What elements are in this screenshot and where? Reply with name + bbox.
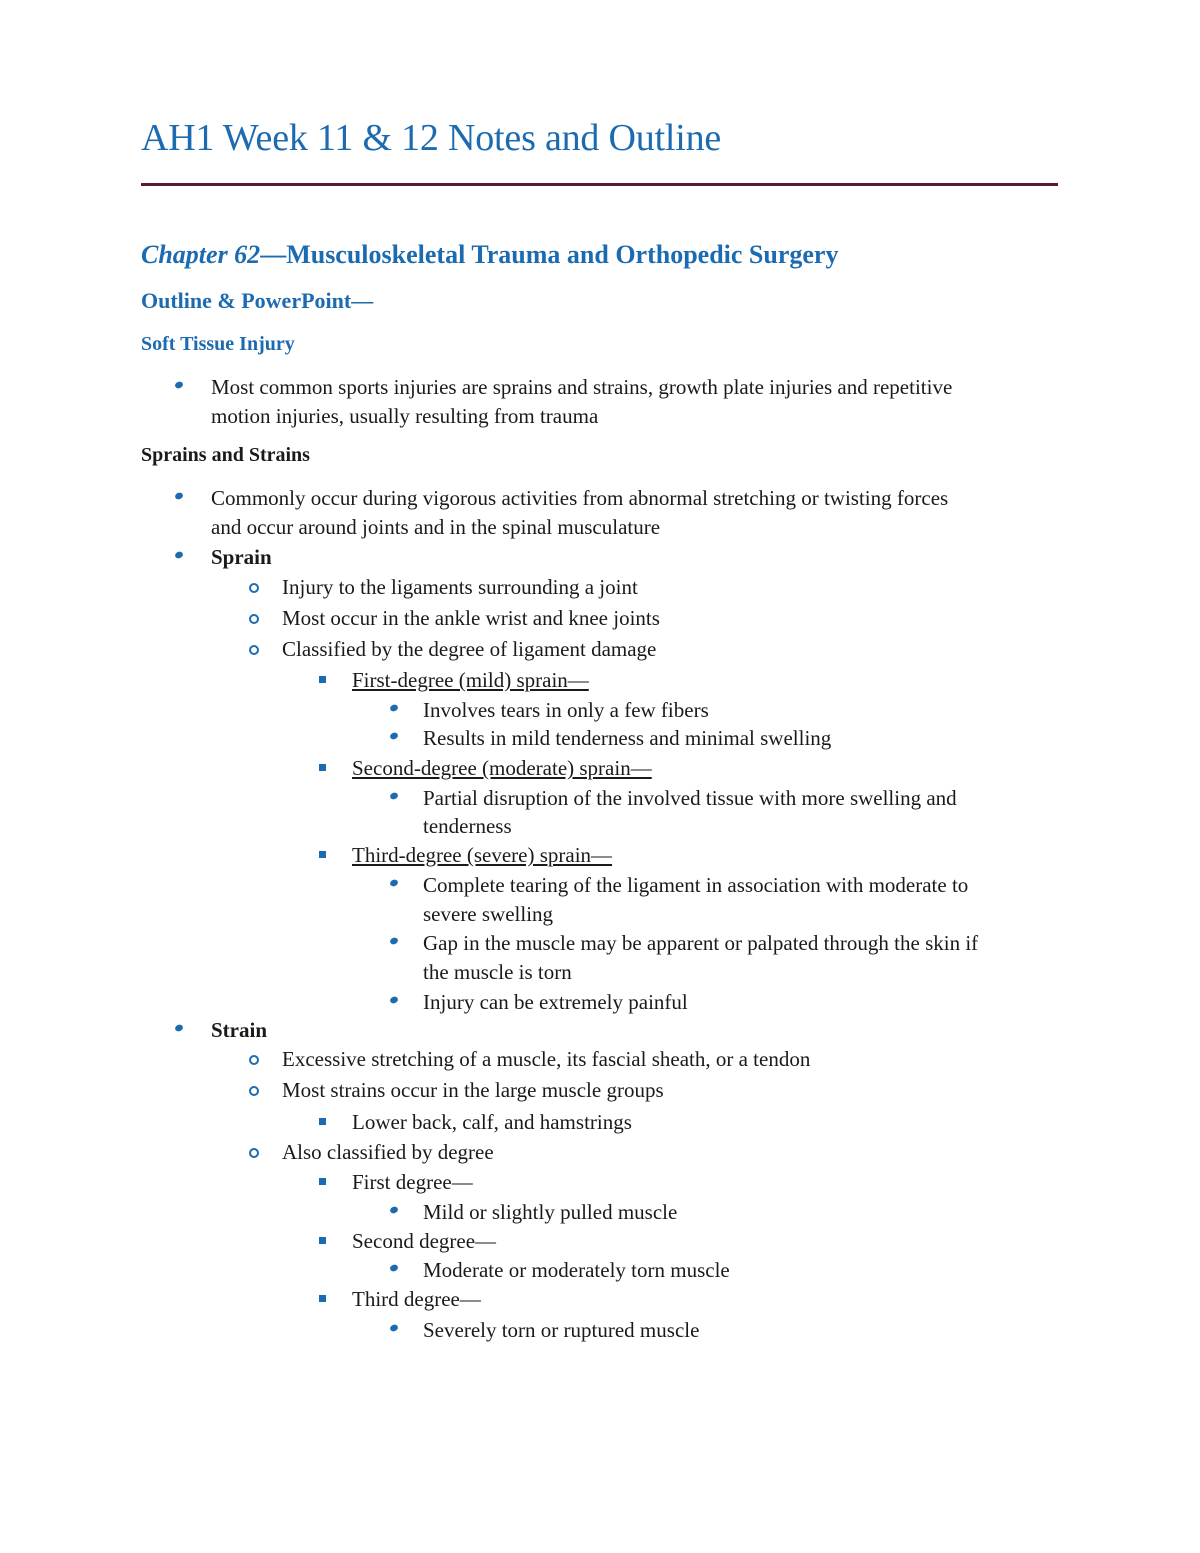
soft-tissue-heading: Soft Tissue Injury bbox=[141, 333, 295, 355]
bullet-dot-icon bbox=[389, 704, 399, 713]
bullet-dot-icon bbox=[389, 937, 399, 946]
sprain-label: Sprain bbox=[211, 545, 272, 569]
second-degree-sprain-label: Second-degree (moderate) sprain— bbox=[352, 756, 652, 780]
list-item-continuation: severe swelling bbox=[423, 902, 554, 926]
list-item: Involves tears in only a few fibers bbox=[423, 698, 709, 722]
bullet-square-icon bbox=[319, 851, 326, 858]
page-title: AH1 Week 11 & 12 Notes and Outline bbox=[141, 117, 722, 159]
bullet-ring-icon bbox=[249, 1055, 259, 1065]
list-item: Gap in the muscle may be apparent or palpated through the skin if bbox=[423, 931, 979, 955]
list-item: Most strains occur in the large muscle groups bbox=[282, 1078, 664, 1102]
bullet-dot-icon bbox=[389, 1206, 399, 1215]
bullet-ring-icon bbox=[249, 614, 259, 624]
bullet-square-icon bbox=[319, 676, 326, 683]
list-item: Moderate or moderately torn muscle bbox=[423, 1258, 730, 1282]
list-item: Lower back, calf, and hamstrings bbox=[352, 1110, 632, 1134]
bullet-ring-icon bbox=[249, 1086, 259, 1096]
chapter-dash: — bbox=[260, 240, 287, 269]
list-item: Injury to the ligaments surrounding a joint bbox=[282, 575, 638, 599]
list-item-continuation: the muscle is torn bbox=[423, 960, 572, 984]
list-item-continuation: tenderness bbox=[423, 814, 512, 838]
list-item: Excessive stretching of a muscle, its fascial sheath, or a tendon bbox=[282, 1047, 811, 1071]
bullet-square-icon bbox=[319, 1295, 326, 1302]
bullet-dot-icon bbox=[389, 1264, 399, 1273]
bullet-square-icon bbox=[319, 1237, 326, 1244]
first-degree-sprain-label: First-degree (mild) sprain— bbox=[352, 668, 589, 692]
bullet-square-icon bbox=[319, 764, 326, 771]
list-item: Commonly occur during vigorous activities from abnormal stretching or twisting forces bbox=[211, 486, 949, 510]
list-item: Partial disruption of the involved tissue with more swelling and bbox=[423, 786, 957, 810]
bullet-ring-icon bbox=[249, 645, 259, 655]
strain-degree-label: First degree— bbox=[352, 1170, 473, 1194]
list-item-continuation: and occur around joints and in the spinal musculature bbox=[211, 515, 661, 539]
chapter-number: Chapter 62 bbox=[141, 240, 261, 269]
bullet-ring-icon bbox=[249, 1148, 259, 1158]
bullet-dot-icon bbox=[389, 996, 399, 1005]
bullet-square-icon bbox=[319, 1178, 326, 1185]
chapter-name: Musculoskeletal Trauma and Orthopedic Surgery bbox=[286, 240, 839, 269]
bullet-ring-icon bbox=[249, 583, 259, 593]
list-item: Also classified by degree bbox=[282, 1140, 494, 1164]
list-item: Injury can be extremely painful bbox=[423, 990, 688, 1014]
list-item: Most common sports injuries are sprains and strains, growth plate injuries and repetitive bbox=[211, 375, 953, 399]
bullet-dot-icon bbox=[174, 381, 184, 390]
list-item: Most occur in the ankle wrist and knee joints bbox=[282, 606, 660, 630]
bullet-dot-icon bbox=[389, 792, 399, 801]
outline-heading: Outline & PowerPoint— bbox=[141, 288, 374, 313]
title-divider bbox=[141, 183, 1058, 186]
list-item: Severely torn or ruptured muscle bbox=[423, 1318, 700, 1342]
strain-label: Strain bbox=[211, 1018, 268, 1042]
bullet-dot-icon bbox=[389, 1324, 399, 1333]
list-item: Classified by the degree of ligament damage bbox=[282, 637, 657, 661]
strain-degree-label: Third degree— bbox=[352, 1287, 481, 1311]
list-item: Results in mild tenderness and minimal swelling bbox=[423, 726, 832, 750]
bullet-dot-icon bbox=[389, 879, 399, 888]
bullet-dot-icon bbox=[174, 492, 184, 501]
chapter-heading bbox=[141, 240, 838, 270]
bullet-dot-icon bbox=[389, 732, 399, 741]
third-degree-sprain-label: Third-degree (severe) sprain— bbox=[352, 843, 613, 867]
bullet-dot-icon bbox=[174, 1024, 184, 1033]
bullet-square-icon bbox=[319, 1118, 326, 1125]
strain-degree-label: Second degree— bbox=[352, 1229, 497, 1253]
list-item: Mild or slightly pulled muscle bbox=[423, 1200, 678, 1224]
list-item: Complete tearing of the ligament in association with moderate to bbox=[423, 873, 969, 897]
sprains-strains-heading: Sprains and Strains bbox=[141, 444, 310, 466]
bullet-dot-icon bbox=[174, 551, 184, 560]
list-item-continuation: motion injuries, usually resulting from trauma bbox=[211, 404, 599, 428]
